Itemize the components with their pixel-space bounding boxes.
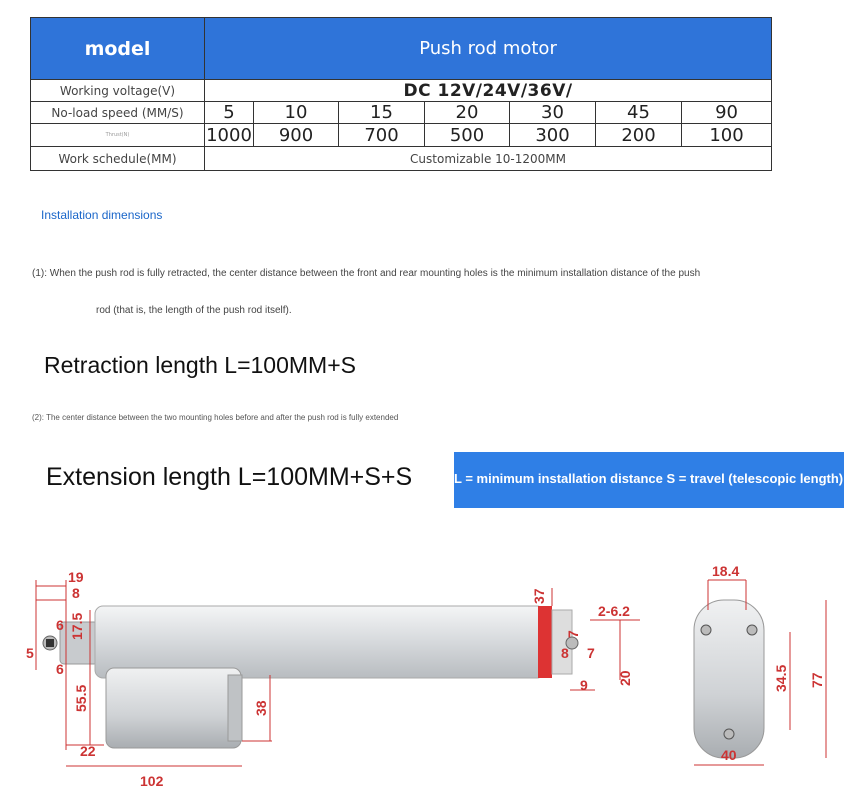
header-model: model bbox=[31, 18, 205, 80]
dim-5: 5 bbox=[26, 645, 34, 661]
dim-8b: 8 bbox=[561, 645, 569, 661]
definition-banner: L = minimum installation distance S = travel (telescopic length) bbox=[454, 452, 844, 508]
header-product: Push rod motor bbox=[205, 18, 772, 80]
extension-formula: Extension length L=100MM+S+S bbox=[46, 463, 413, 491]
retraction-formula: Retraction length L=100MM+S bbox=[44, 352, 356, 378]
thrust-cell: 500 bbox=[425, 124, 510, 147]
voltage-value: DC 12V/24V/36V/ bbox=[205, 80, 772, 102]
thrust-cell: 300 bbox=[510, 124, 596, 147]
dim-19: 19 bbox=[68, 569, 84, 585]
dim-40: 40 bbox=[721, 747, 737, 763]
install-title: Installation dimensions bbox=[41, 208, 163, 222]
dim-9: 9 bbox=[580, 677, 588, 693]
thrust-cell: 1000 bbox=[206, 124, 252, 146]
dim-7b: 7 bbox=[587, 645, 595, 661]
dim-7: 7 bbox=[565, 630, 581, 638]
speed-label: No-load speed (MM/S) bbox=[31, 102, 205, 124]
speed-cell: 90 bbox=[682, 102, 772, 124]
speed-cell: 10 bbox=[254, 102, 339, 124]
schedule-label: Work schedule(MM) bbox=[31, 147, 205, 171]
thrust-cell: 900 bbox=[254, 124, 339, 147]
dim-6b: 6 bbox=[56, 661, 64, 677]
actuator-body bbox=[43, 606, 578, 748]
dim-55-5: 55.5 bbox=[73, 684, 89, 712]
speed-cell: 45 bbox=[596, 102, 682, 124]
dimension-drawing bbox=[0, 540, 859, 801]
dim-38: 38 bbox=[253, 700, 269, 716]
dim-8: 8 bbox=[72, 585, 80, 601]
dim-34-5: 34.5 bbox=[773, 664, 789, 692]
speed-cell: 5 bbox=[205, 102, 254, 124]
speed-cell: 15 bbox=[339, 102, 425, 124]
schedule-value: Customizable 10-1200MM bbox=[205, 147, 772, 171]
speed-cell: 20 bbox=[425, 102, 510, 124]
note-1-continued: rod (that is, the length of the push rod itself). bbox=[96, 305, 292, 316]
dim-37: 37 bbox=[531, 588, 547, 604]
note-1: (1): When the push rod is fully retracted, the center distance between the front and rear mounting holes is the minimum installation distance of the push bbox=[32, 268, 701, 279]
dim-22: 22 bbox=[80, 743, 96, 759]
thrust-cell: 700 bbox=[339, 124, 425, 147]
dim-20: 20 bbox=[617, 670, 633, 686]
end-view bbox=[694, 600, 764, 758]
speed-cell: 30 bbox=[510, 102, 596, 124]
dim-2-6-2: 2-6.2 bbox=[598, 603, 630, 619]
thrust-cell: 200 bbox=[596, 124, 682, 147]
dim-17-5: 17.5 bbox=[69, 612, 85, 640]
dim-102: 102 bbox=[140, 773, 164, 789]
thrust-label: Thrust(N) bbox=[31, 124, 205, 147]
dim-6: 6 bbox=[56, 617, 64, 633]
dim-18-4: 18.4 bbox=[712, 563, 740, 579]
voltage-label: Working voltage(V) bbox=[31, 80, 205, 102]
dim-77: 77 bbox=[809, 672, 825, 688]
note-2: (2): The center distance between the two mounting holes before and after the push rod is fully extended bbox=[32, 413, 399, 422]
thrust-cell: 100 bbox=[682, 124, 772, 147]
spec-table bbox=[30, 17, 772, 171]
